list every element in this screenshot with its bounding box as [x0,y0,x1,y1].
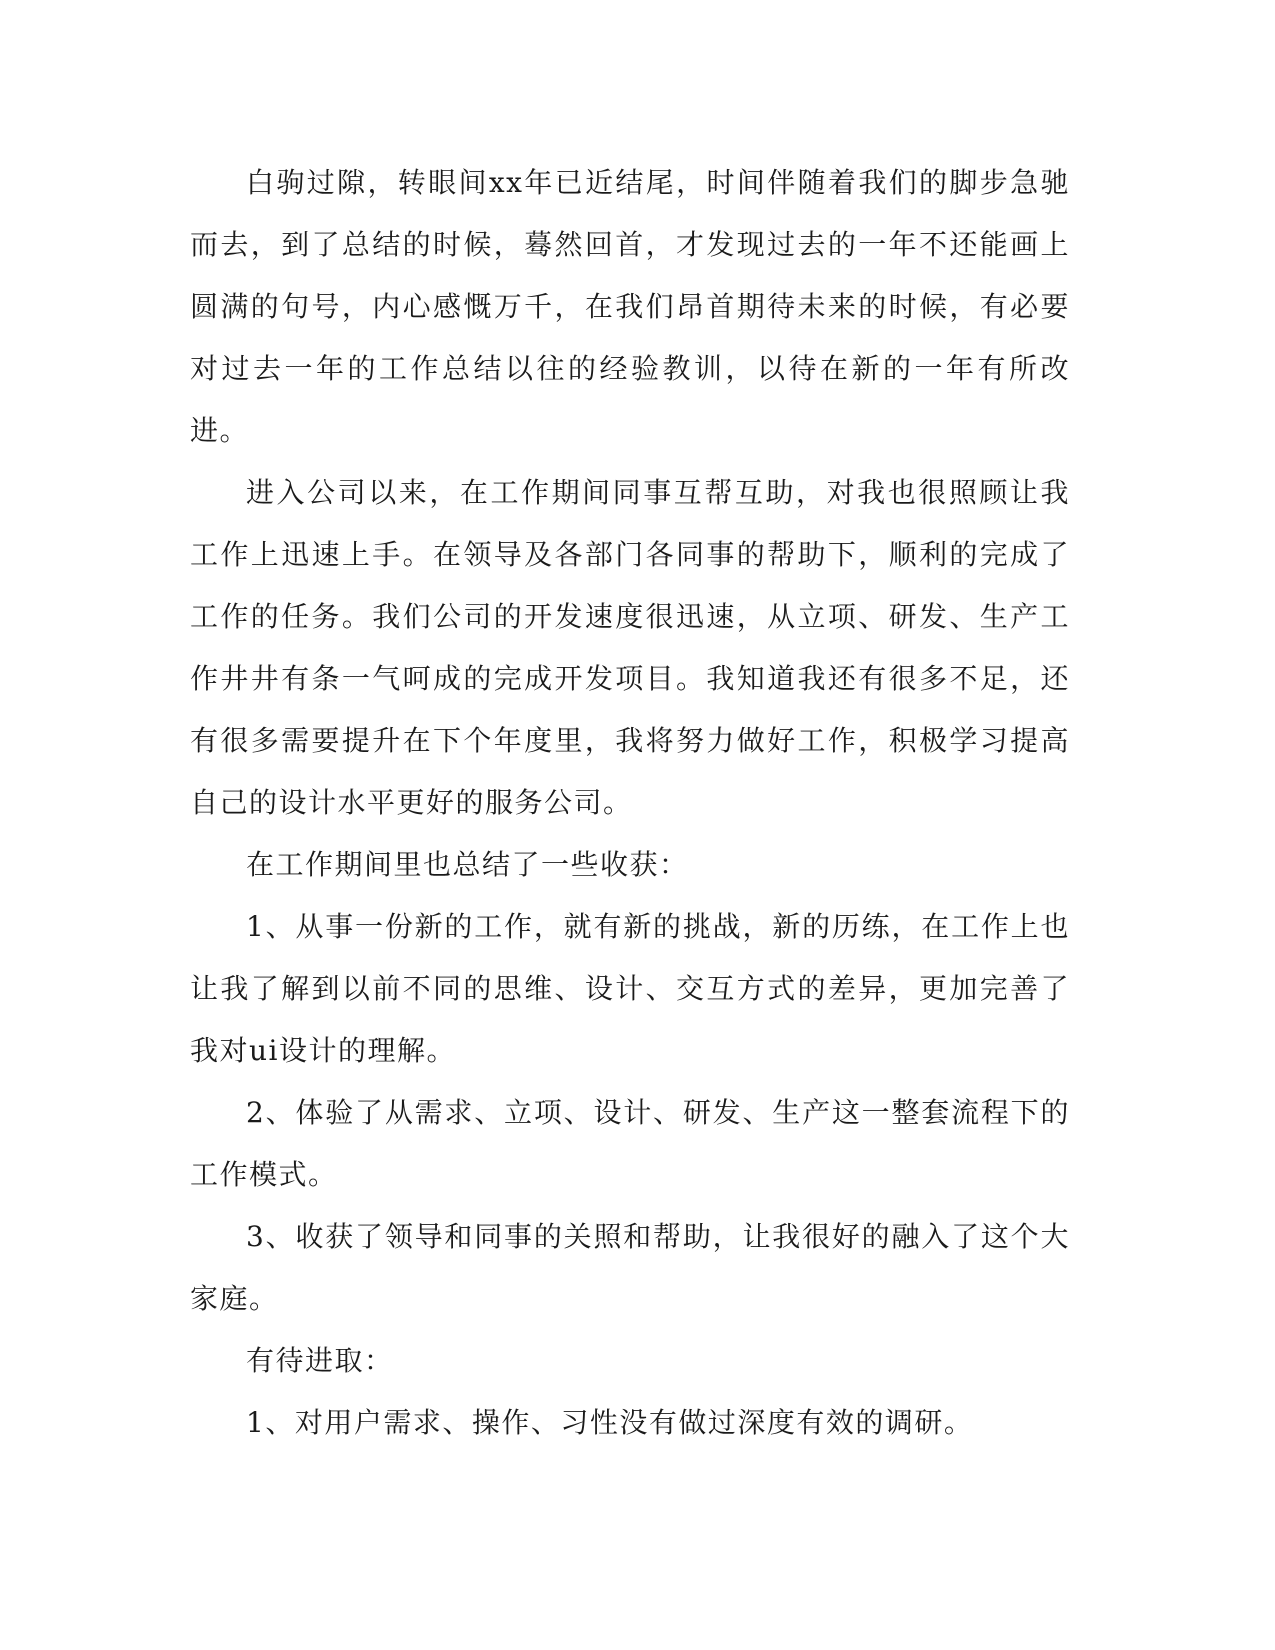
paragraph-gain-3: 3、收获了领导和同事的关照和帮助，让我很好的融入了这个大家庭。 [190,1220,1070,1315]
paragraph-improve-1: 1、对用户需求、操作、习性没有做过深度有效的调研。 [246,1406,974,1439]
paragraph-improve-heading: 有待进取： [246,1344,394,1377]
paragraph-company: 进入公司以来，在工作期间同事互帮互助，对我也很照顾让我工作上迅速上手。在领导及各部门各同事的帮助下，顺利的完成了工作的任务。我们公司的开发速度很迅速，从立项、研发、生产工作井井有条一气呵成的完成开发项目。我知道我还有很多不足，还有很多需要提升在下个年度里，我将努力做好工作，积极学习提高自己的设计水平更好的服务公司。 [190,476,1070,819]
paragraph-gain-1: 1、从事一份新的工作，就有新的挑战，新的历练，在工作上也让我了解到以前不同的思维、设计、交互方式的差异，更加完善了我对ui设计的理解。 [190,910,1070,1067]
paragraph-intro: 白驹过隙，转眼间xx年已近结尾，时间伴随着我们的脚步急驰而去，到了总结的时候，蓦然回首，才发现过去的一年不还能画上圆满的句号，内心感慨万千，在我们昂首期待未来的时候，有必要对过去一年的工作总结以往的经验教训，以待在新的一年有所改进。 [190,166,1070,447]
paragraph-gains-heading: 在工作期间里也总结了一些收获： [246,848,689,881]
paragraph-gain-2: 2、体验了从需求、立项、设计、研发、生产这一整套流程下的工作模式。 [190,1096,1070,1191]
document-body [190,152,1070,1454]
